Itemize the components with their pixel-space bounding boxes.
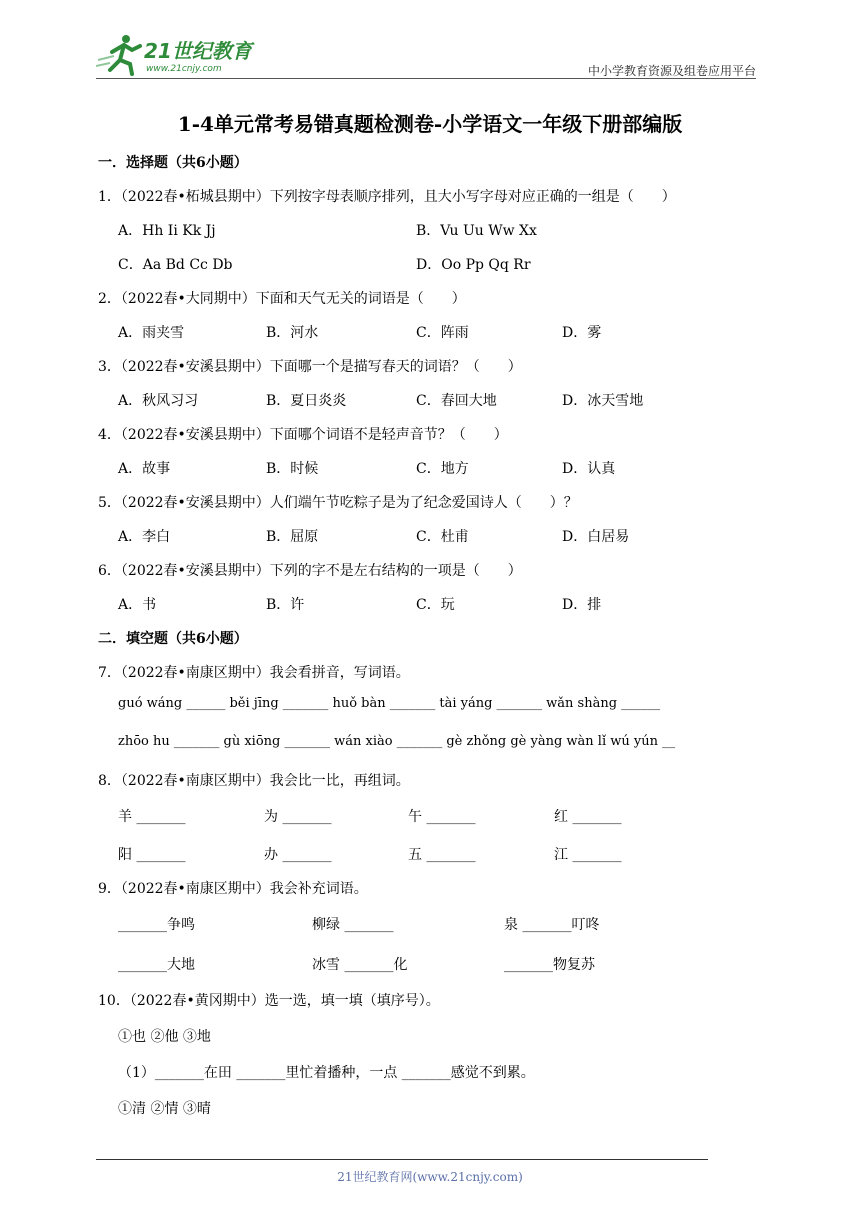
section-heading-fill: 二．填空题（共6小题）	[98, 631, 248, 647]
page-title: 1-4单元常考易错真题检测卷-小学语文一年级下册部编版	[177, 112, 683, 136]
compare-cell: 红 _______	[554, 809, 622, 825]
compare-cell: 为 _______	[264, 809, 332, 825]
option-d: D．认真	[562, 461, 616, 477]
question-stem: 8．（2022春•南康区期中）我会比一比，再组词。	[98, 773, 410, 789]
idiom-cell: 泉 _______叮咚	[504, 917, 600, 933]
pinyin-line: guó wáng ______ běi jīng _______ huǒ bàn _______ tài yáng _______ wǎn shàng ______	[118, 696, 661, 711]
section-heading-choice: 一．选择题（共6小题）	[98, 155, 248, 171]
option-d: D．雾	[562, 325, 602, 341]
option-b: B．许	[266, 597, 305, 613]
option-a: A．秋风习习	[118, 393, 199, 409]
question-stem: 9．（2022春•南康区期中）我会补充词语。	[98, 881, 368, 897]
idiom-cell: _______大地	[118, 957, 195, 973]
idiom-cell: 冰雪 _______化	[312, 957, 408, 973]
question-stem: 7．（2022春•南康区期中）我会看拼音，写词语。	[98, 665, 410, 681]
question-stem: 6．（2022春•安溪县期中）下列的字不是左右结构的一项是（ ）	[98, 563, 522, 579]
option-d: D．白居易	[562, 529, 630, 545]
idiom-cell: _______争鸣	[118, 917, 195, 933]
compare-cell: 五 _______	[408, 847, 476, 863]
option-b: B．时候	[266, 461, 319, 477]
header-rule	[96, 78, 756, 79]
compare-cell: 阳 _______	[118, 847, 186, 863]
option-c: C．阵雨	[416, 325, 469, 341]
idiom-cell: 柳绿 _______	[312, 917, 394, 933]
option-a: A．书	[118, 597, 157, 613]
platform-name: 中小学教育资源及组卷应用平台	[587, 64, 756, 78]
option-c: C．地方	[416, 461, 469, 477]
choice-list: ①也 ②他 ③地	[118, 1029, 211, 1045]
pinyin-line: zhōo hu _______ gù xiōng _______ wán xiào _______ gè zhǒng gè yàng wàn lǐ wú yún __	[118, 734, 676, 749]
question-stem: 2．（2022春•大同期中）下面和天气无关的词语是（ ）	[98, 291, 466, 307]
question-stem: 5．（2022春•安溪县期中）人们端午节吃粽子是为了纪念爱国诗人（ ）？	[98, 495, 578, 511]
footer-text: 21世纪教育网(www.21cnjy.com)	[337, 1170, 523, 1184]
question-stem: 3．（2022春•安溪县期中）下面哪一个是描写春天的词语？（ ）	[98, 359, 522, 375]
question-stem: 1．（2022春•柘城县期中）下列按字母表顺序排列，且大小写字母对应正确的一组是（ ）	[98, 189, 676, 205]
option-d: D．Oo Pp Qq Rr	[416, 257, 531, 273]
option-b: B．屈原	[266, 529, 319, 545]
logo-url: www.21cnjy.com	[146, 64, 222, 74]
option-b: B．河水	[266, 325, 319, 341]
option-a: A．故事	[118, 461, 171, 477]
option-a: A．李白	[118, 529, 171, 545]
logo-text: 21世纪教育	[144, 39, 252, 63]
option-c: C．杜甫	[416, 529, 469, 545]
page-header	[96, 30, 756, 78]
runner-icon	[96, 35, 140, 74]
option-a: A．Hh Ii Kk Jj	[118, 223, 216, 239]
fill-sentence: （1）_______在田 _______里忙着播种，一点 _______感觉不到累。	[118, 1065, 535, 1081]
option-c: C．春回大地	[416, 393, 497, 409]
compare-cell: 羊 _______	[118, 809, 186, 825]
option-c: C．Aa Bd Cc Db	[118, 257, 233, 273]
footer-rule	[96, 1159, 708, 1160]
compare-cell: 午 _______	[408, 809, 476, 825]
question-stem: 4．（2022春•安溪县期中）下面哪个词语不是轻声音节？（ ）	[98, 427, 508, 443]
option-b: B．夏日炎炎	[266, 393, 347, 409]
logo	[96, 30, 261, 78]
idiom-cell: _______物复苏	[504, 957, 595, 973]
option-c: C．玩	[416, 597, 455, 613]
compare-cell: 办 _______	[264, 847, 332, 863]
option-d: D．排	[562, 597, 602, 613]
option-b: B．Vu Uu Ww Xx	[416, 223, 537, 239]
option-a: A．雨夹雪	[118, 325, 185, 341]
compare-cell: 江 _______	[554, 847, 622, 863]
question-stem: 10．（2022春•黄冈期中）选一选，填一填（填序号）。	[98, 993, 440, 1009]
option-d: D．冰天雪地	[562, 393, 644, 409]
choice-list: ①清 ②情 ③晴	[118, 1101, 211, 1117]
